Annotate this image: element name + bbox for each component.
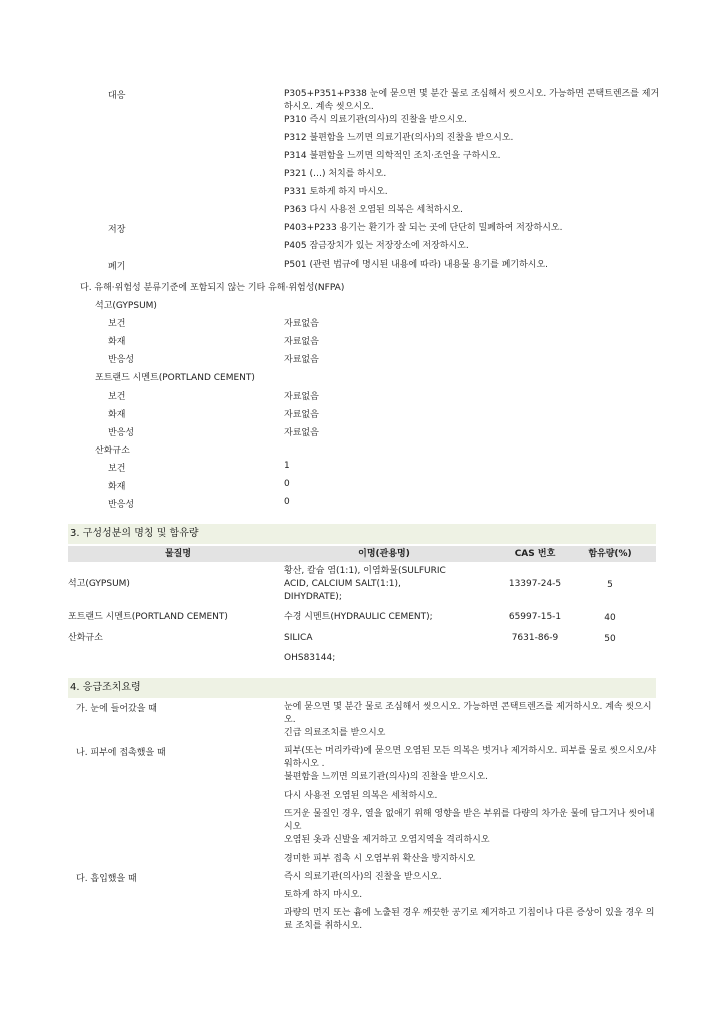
- cas-number: 65997-15-1: [508, 612, 562, 622]
- precaution-statement: P314 불편함을 느끼면 의학적인 조치·조언을 구하시오.: [284, 151, 501, 161]
- first-aid-category-skin: 나. 피부에 접촉했을 때: [76, 748, 166, 758]
- first-aid-category-eye: 가. 눈에 들어갔을 때: [76, 704, 157, 714]
- alias-line: ACID, CALCIUM SALT(1:1),: [284, 579, 401, 589]
- first-aid-step: 경미한 피부 접촉 시 오염부위 확산을 방지하시오: [284, 854, 476, 864]
- nfpa-label: 화재: [108, 337, 126, 347]
- precaution-category-response: 대응: [108, 91, 126, 101]
- cas-number: 7631-86-9: [511, 633, 559, 643]
- nfpa-value: 0: [284, 479, 290, 489]
- table-row: [68, 632, 656, 664]
- nfpa-label: 반응성: [108, 500, 135, 510]
- header-alias: 이명(관용명): [358, 549, 410, 559]
- nfpa-value: 자료없음: [284, 319, 319, 329]
- nfpa-value: 0: [284, 497, 290, 507]
- alias-line: OHS83144;: [284, 653, 336, 663]
- first-aid-step: 즉시 의료기관(의사)의 진찰을 받으시오.: [284, 872, 442, 882]
- nfpa-label: 화재: [108, 410, 126, 420]
- nfpa-label: 화재: [108, 482, 126, 492]
- first-aid-step: 피부(또는 머리카락)에 묻으면 오염된 모든 의복은 벗거나 제거하시오. 피부를 물로 씻으시오/샤워하시오 .: [284, 746, 656, 769]
- precaution-statement: P310 즉시 의료기관(의사)의 진찰을 받으시오.: [284, 115, 468, 125]
- first-aid-step: 불편함을 느끼면 의료기관(의사)의 진찰을 받으시오.: [284, 772, 488, 782]
- alias-line: 황산, 칼슘 염(1:1), 이염화물(SULFURIC: [284, 566, 446, 576]
- precaution-statement: P312 불편함을 느끼면 의료기관(의사)의 진찰을 받으시오.: [284, 133, 514, 143]
- header-cas: CAS 번호: [514, 549, 556, 559]
- section-4-bar: [68, 678, 656, 698]
- alias-line: SILICA: [284, 633, 313, 643]
- substance-name: 산화규소: [68, 633, 103, 643]
- nfpa-group-name: 산화규소: [95, 446, 130, 456]
- alias-line: DIHYDRATE);: [284, 592, 342, 602]
- nfpa-value: 자료없음: [284, 355, 319, 365]
- nfpa-heading: 다. 유해·위험성 분류기준에 포함되지 않는 기타 유해·위험성(NFPA): [80, 283, 345, 293]
- precaution-statement: P363 다시 사용전 오염된 의복은 세척하시오.: [284, 205, 463, 215]
- nfpa-value: 자료없음: [284, 410, 319, 420]
- composition-table-header: [68, 546, 656, 562]
- precaution-category-disposal: 폐기: [108, 262, 126, 272]
- substance-name: 포트랜드 시멘트(PORTLAND CEMENT): [68, 612, 228, 622]
- header-substance-name: 물질명: [164, 549, 192, 559]
- nfpa-value: 1: [284, 461, 290, 471]
- first-aid-step: 과량의 먼지 또는 흄에 노출된 경우 깨끗한 공기로 제거하고 기침이나 다른 증상이 있을 경우 의료 조치를 취하시오.: [284, 908, 655, 931]
- substance-name: 석고(GYPSUM): [68, 579, 130, 589]
- section-3-bar: [68, 524, 656, 544]
- nfpa-label: 반응성: [108, 355, 135, 365]
- nfpa-label: 보건: [108, 392, 126, 402]
- precaution-statement: P501 (관련 법규에 명시된 내용에 따라) 내용물 용기를 폐기하시오.: [284, 260, 549, 270]
- table-row: [68, 611, 656, 625]
- substance-alias: [284, 632, 474, 665]
- content-percent: 50: [604, 634, 616, 644]
- first-aid-step: 긴급 의료조치를 받으시오: [284, 728, 386, 738]
- first-aid-step: 토하게 하지 마시오.: [284, 890, 363, 900]
- nfpa-value: 자료없음: [284, 428, 319, 438]
- content-percent: 5: [607, 580, 613, 590]
- substance-alias: [284, 565, 474, 604]
- substance-alias: 수경 시멘트(HYDRAULIC CEMENT);: [284, 612, 433, 622]
- section-4-title: 4. 응급조치요령: [70, 682, 141, 693]
- precaution-statement: P403+P233 용기는 환기가 잘 되는 곳에 단단히 밀폐하여 저장하시오.: [284, 223, 563, 233]
- nfpa-value: 자료없음: [284, 392, 319, 402]
- nfpa-group-name: 석고(GYPSUM): [95, 301, 157, 311]
- section-3-title: 3. 구성성분의 명칭 및 함유량: [70, 528, 199, 539]
- nfpa-label: 보건: [108, 464, 126, 474]
- first-aid-step: 다시 사용전 오염된 의복은 세척하시오.: [284, 791, 438, 801]
- table-row: [68, 565, 656, 605]
- first-aid-step: 눈에 묻으면 몇 분간 물로 조심해서 씻으시오. 가능하면 콘택트렌즈를 제거하시오. 계속 씻으시오.: [284, 702, 652, 725]
- cas-number: 13397-24-5: [508, 579, 562, 589]
- content-percent: 40: [604, 613, 616, 623]
- header-content: 함유량(%): [588, 549, 632, 559]
- precaution-statement: P305+P351+P338 눈에 묻으면 몇 분간 물로 조심해서 씻으시오. 가능하면 콘택트렌즈를 제거하시오. 계속 씻으시오.: [284, 89, 660, 112]
- precaution-statement: P331 토하게 하지 마시오.: [284, 187, 388, 197]
- nfpa-group-name: 포트랜드 시멘트(PORTLAND CEMENT): [95, 373, 255, 383]
- precaution-statement: P321 (…) 처치를 하시오.: [284, 169, 387, 179]
- first-aid-step: 오염된 옷과 신발을 제거하고 오염지역을 격리하시오: [284, 835, 490, 845]
- nfpa-label: 보건: [108, 319, 126, 329]
- precaution-statement: P405 잠금장치가 있는 저장장소에 저장하시오.: [284, 241, 469, 251]
- first-aid-category-inhalation: 다. 흡입했을 때: [76, 874, 137, 884]
- nfpa-label: 반응성: [108, 428, 135, 438]
- precaution-category-storage: 저장: [108, 225, 126, 235]
- first-aid-step: 뜨거운 물질인 경우, 열을 없애기 위해 영향을 받은 부위를 다량의 차가운 물에 담그거나 씻어내시오: [284, 809, 655, 832]
- nfpa-value: 자료없음: [284, 337, 319, 347]
